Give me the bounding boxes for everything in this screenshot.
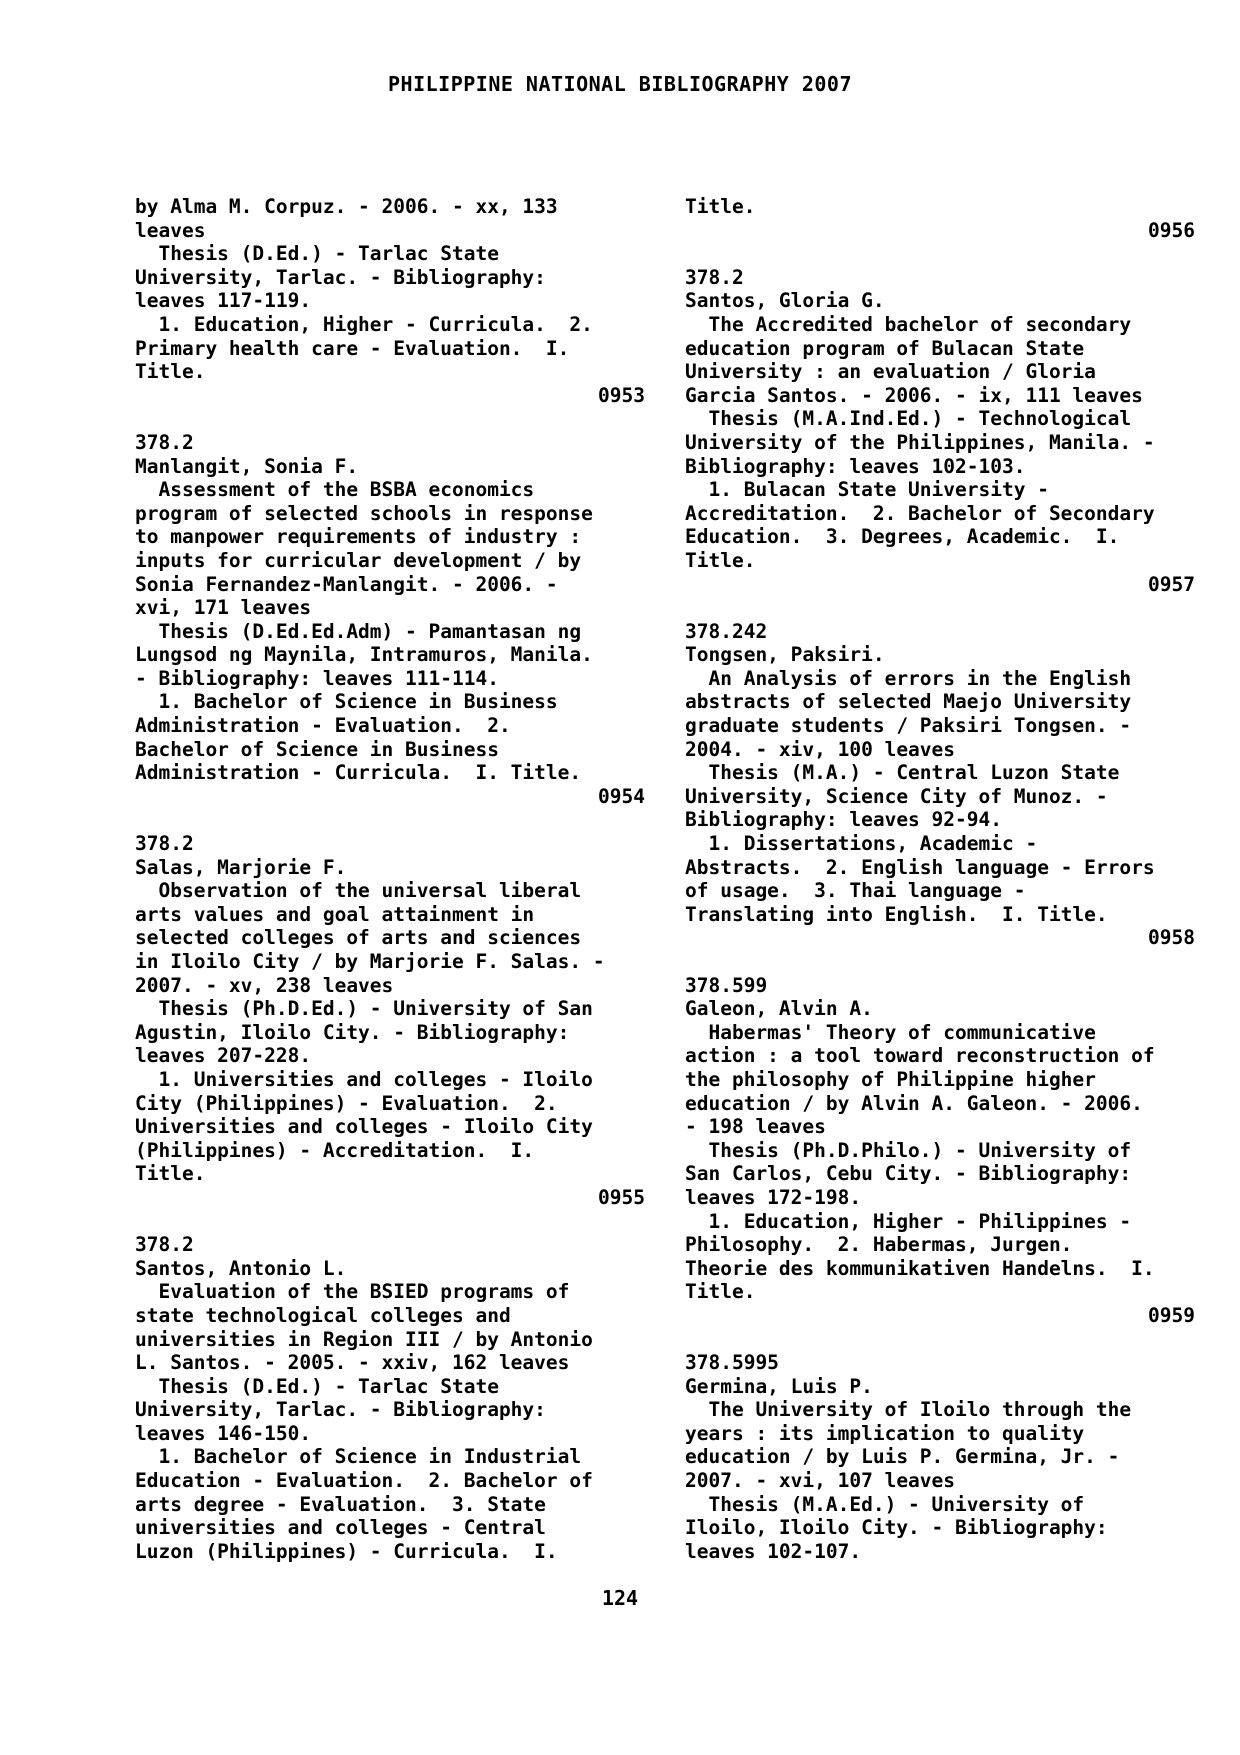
entry-line: Thesis (M.A.Ed.) - University of	[685, 1492, 1085, 1516]
entry-line: state technological colleges and	[135, 1303, 511, 1327]
bibliography-entry	[685, 974, 1195, 1328]
entry-line: 378.2	[685, 265, 744, 289]
entry-line: Agustin, Iloilo City. - Bibliography:	[135, 1020, 570, 1044]
entry-line: Philosophy. 2. Habermas, Jurgen.	[685, 1233, 1073, 1257]
entry-line: arts degree - Evaluation. 3. State	[135, 1492, 546, 1516]
entry-line: Title.	[685, 1280, 756, 1304]
entry-line: Administration - Curricula. I. Title.	[135, 761, 582, 785]
entry-line: by Alma M. Corpuz. - 2006. - xx, 133	[135, 195, 558, 218]
entry-line: University, Tarlac. - Bibliography:	[135, 1398, 546, 1422]
entry-line: Abstracts. 2. English language - Errors	[685, 855, 1155, 879]
entry-line: of usage. 3. Thai language -	[685, 879, 1026, 903]
entry-line: Translating into English. I. Title.	[685, 902, 1108, 926]
entry-line: Thesis (M.A.) - Central Luzon State	[685, 761, 1120, 785]
bibliography-entry	[135, 431, 645, 809]
page-header: PHILIPPINE NATIONAL BIBLIOGRAPHY 2007	[387, 72, 853, 96]
entry-line: 1. Education, Higher - Curricula. 2.	[135, 312, 593, 336]
entry-line: The University of Iloilo through the	[685, 1398, 1132, 1422]
right-column	[685, 195, 1195, 1563]
entry-line: Galeon, Alvin A.	[685, 997, 873, 1021]
entry-line: Lungsod ng Maynila, Intramuros, Manila.	[135, 643, 593, 667]
entry-line: Bibliography: leaves 92-94.	[685, 808, 1002, 832]
entry-spacer	[685, 242, 1195, 266]
entry-line: Thesis (Ph.D.Ed.) - University of San	[135, 997, 593, 1021]
entry-spacer	[135, 1210, 645, 1234]
bibliography-entry	[135, 1233, 645, 1563]
entry-line: Santos, Antonio L.	[135, 1256, 347, 1280]
entry-line: 378.242	[685, 619, 768, 643]
entry-line: Title.	[685, 548, 756, 572]
entry-line: Habermas' Theory of communicative	[685, 1020, 1096, 1044]
entry-line: Education - Evaluation. 2. Bachelor of	[135, 1469, 593, 1493]
entry-line: Title.	[685, 195, 756, 218]
entry-number: 0953	[598, 383, 645, 407]
entry-line: Santos, Gloria G.	[685, 289, 885, 313]
entry-line: Assessment of the BSBA economics	[135, 478, 535, 502]
entry-line: 1. Education, Higher - Philippines -	[685, 1209, 1132, 1233]
bibliography-entry	[685, 620, 1195, 950]
entry-line: 1. Bulacan State University -	[685, 478, 1049, 502]
entry-line: Bachelor of Science in Business	[135, 737, 499, 761]
entry-line: leaves 172-198.	[685, 1185, 862, 1209]
entry-line: program of selected schools in response	[135, 501, 593, 525]
entry-line: leaves	[135, 218, 206, 242]
entry-line: universities and colleges - Central	[135, 1516, 546, 1540]
entry-number: 0954	[598, 784, 645, 808]
entry-line: University : an evaluation / Gloria	[685, 360, 1096, 384]
entry-line: in Iloilo City / by Marjorie F. Salas. -	[135, 950, 605, 973]
entry-line: Garcia Santos. - 2006. - ix, 111 leaves	[685, 383, 1143, 407]
entry-spacer	[135, 808, 645, 832]
entry-line: The Accredited bachelor of secondary	[685, 312, 1132, 336]
entry-line: Manlangit, Sonia F.	[135, 454, 359, 478]
entry-line: leaves 102-107.	[685, 1539, 862, 1563]
entry-line: Education. 3. Degrees, Academic. I.	[685, 525, 1120, 549]
entry-line: Accreditation. 2. Bachelor of Secondary	[685, 501, 1155, 525]
entry-line: (Philippines) - Accreditation. I.	[135, 1138, 535, 1162]
entry-line: abstracts of selected Maejo University	[685, 690, 1132, 714]
entry-line: Bibliography: leaves 102-103.	[685, 454, 1026, 478]
entry-line: 378.2	[135, 430, 194, 454]
entry-line: Luzon (Philippines) - Curricula. I.	[135, 1539, 558, 1563]
entry-line: education program of Bulacan State	[685, 336, 1085, 360]
entry-line: Theorie des kommunikativen Handelns. I.	[685, 1256, 1155, 1280]
entry-line: 378.2	[135, 1233, 194, 1257]
entry-line: the philosophy of Philippine higher	[685, 1067, 1096, 1091]
entry-number: 0955	[598, 1185, 645, 1209]
entry-line: inputs for curricular development / by	[135, 548, 582, 572]
entry-number: 0957	[1148, 572, 1195, 596]
entry-line: University, Tarlac. - Bibliography:	[135, 265, 546, 289]
entry-line: Thesis (D.Ed.) - Tarlac State	[135, 242, 499, 266]
entry-line: Title.	[135, 360, 206, 384]
entry-spacer	[685, 596, 1195, 620]
entry-line: Universities and colleges - Iloilo City	[135, 1115, 593, 1139]
page-number: 124	[601, 1586, 639, 1610]
entry-line: 1. Dissertations, Academic -	[685, 832, 1038, 856]
entry-line: Sonia Fernandez-Manlangit. - 2006. -	[135, 572, 558, 596]
entry-line: 2004. - xiv, 100 leaves	[685, 737, 956, 761]
entry-line: Title.	[135, 1162, 206, 1186]
entry-line: 2007. - xvi, 107 leaves	[685, 1469, 956, 1493]
bibliography-entry	[135, 195, 645, 407]
entry-line: Thesis (D.Ed.) - Tarlac State	[135, 1374, 499, 1398]
entry-line: leaves 117-119.	[135, 289, 312, 313]
entry-line: universities in Region III / by Antonio	[135, 1327, 593, 1351]
entry-line: Germina, Luis P.	[685, 1374, 873, 1398]
entry-line: 2007. - xv, 238 leaves	[135, 973, 394, 997]
entry-line: - 198 leaves	[685, 1115, 826, 1139]
entry-line: San Carlos, Cebu City. - Bibliography:	[685, 1162, 1132, 1186]
entry-line: to manpower requirements of industry :	[135, 525, 582, 549]
entry-number: 0959	[1148, 1303, 1195, 1327]
entry-line: Iloilo, Iloilo City. - Bibliography:	[685, 1516, 1108, 1540]
entry-spacer	[685, 1328, 1195, 1352]
entry-line: 1. Universities and colleges - Iloilo	[135, 1067, 593, 1091]
entry-line: Observation of the universal liberal	[135, 879, 582, 903]
bibliography-entry	[685, 266, 1195, 596]
entry-line: Evaluation of the BSIED programs of	[135, 1280, 570, 1304]
entry-line: City (Philippines) - Evaluation. 2.	[135, 1091, 558, 1115]
bibliography-entry	[685, 1351, 1195, 1563]
left-column	[135, 195, 645, 1563]
entry-line: arts values and goal attainment in	[135, 902, 535, 926]
entry-line: action : a tool toward reconstruction of	[685, 1044, 1155, 1068]
entry-line: Administration - Evaluation. 2.	[135, 714, 511, 738]
entry-number: 0958	[1148, 926, 1195, 950]
entry-line: selected colleges of arts and sciences	[135, 926, 582, 950]
entry-line: L. Santos. - 2005. - xxiv, 162 leaves	[135, 1351, 570, 1375]
entry-line: Primary health care - Evaluation. I.	[135, 336, 570, 360]
entry-line: leaves 146-150.	[135, 1421, 312, 1445]
entry-spacer	[685, 950, 1195, 974]
entry-line: 378.2	[135, 832, 194, 856]
entry-line: Thesis (Ph.D.Philo.) - University of	[685, 1138, 1132, 1162]
entry-line: 1. Bachelor of Science in Business	[135, 690, 558, 714]
entry-line: University of the Philippines, Manila. -	[685, 430, 1155, 454]
entry-line: Thesis (D.Ed.Ed.Adm) - Pamantasan ng	[135, 619, 582, 643]
entry-line: Thesis (M.A.Ind.Ed.) - Technological	[685, 407, 1132, 431]
entry-number: 0956	[1148, 218, 1195, 242]
entry-line: - Bibliography: leaves 111-114.	[135, 666, 499, 690]
entry-line: An Analysis of errors in the English	[685, 666, 1132, 690]
entry-line: 378.599	[685, 973, 768, 997]
entry-line: education / by Alvin A. Galeon. - 2006.	[685, 1091, 1143, 1115]
bibliography-entry	[135, 832, 645, 1210]
entry-spacer	[135, 407, 645, 431]
entry-line: 1. Bachelor of Science in Industrial	[135, 1445, 582, 1469]
entry-line: Tongsen, Paksiri.	[685, 643, 885, 667]
entry-line: xvi, 171 leaves	[135, 596, 312, 620]
entry-line: education / by Luis P. Germina, Jr. -	[685, 1445, 1120, 1469]
entry-line: Salas, Marjorie F.	[135, 855, 347, 879]
entry-line: years : its implication to quality	[685, 1421, 1085, 1445]
entry-line: 378.5995	[685, 1351, 779, 1375]
entry-line: University, Science City of Munoz. -	[685, 784, 1108, 808]
bibliography-entry	[685, 195, 1195, 242]
entry-line: graduate students / Paksiri Tongsen. -	[685, 714, 1132, 738]
entry-line: leaves 207-228.	[135, 1044, 312, 1068]
